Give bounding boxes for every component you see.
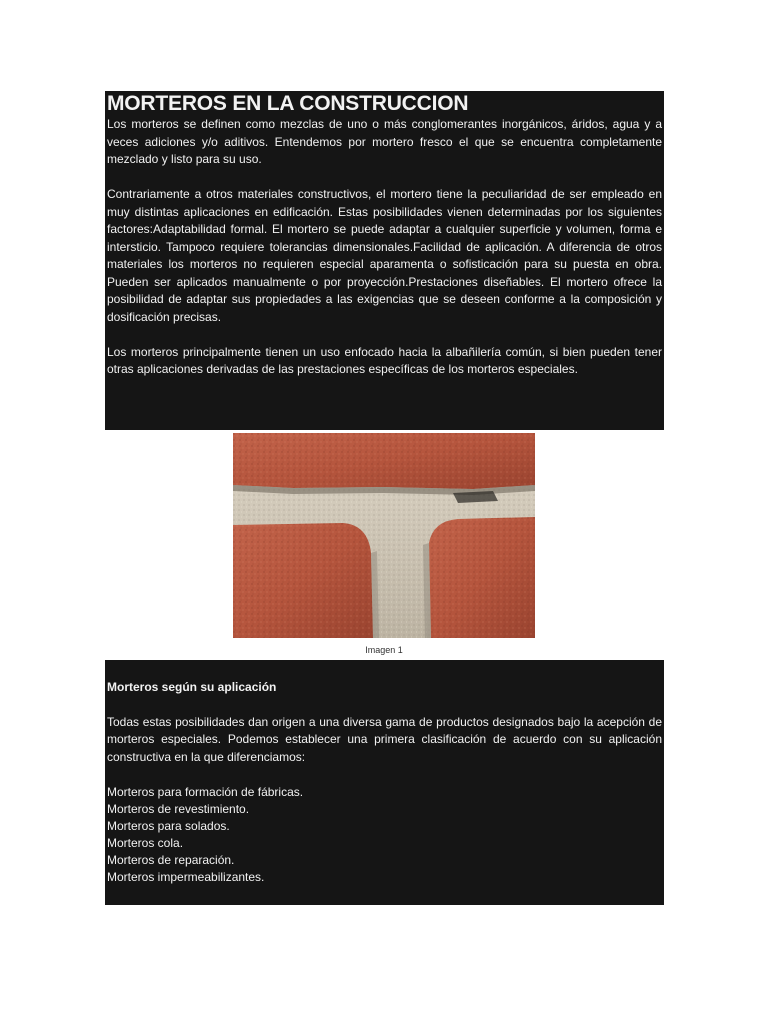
image-caption: Imagen 1 — [365, 645, 403, 655]
paragraph-applications: Contrariamente a otros materiales constructivos, el mortero tiene la peculiaridad de ser empleado en muy distintas aplicaciones en edificación. Estas posibilidades vienen determinadas por los siguientes factores:Adaptabilidad formal. El mortero se puede adaptar a cualquier superficie y volumen, forma e intersticio. Tampoco requiere tolerancias dimensionales.Facilidad de aplicación. A diferencia de otros materiales los morteros no requieren especial aparamenta o sofisticación para su puesta en obra. Pueden ser aplicados manualmente o por proyección.Prestaciones diseñables. El mortero ofrece la posibilidad de adaptar sus propiedades a las exigencias que se deseen conforme a la composición y dosificación precisas. — [107, 187, 662, 324]
list-item: Morteros de revestimiento. — [107, 801, 250, 816]
list-item: Morteros para solados. — [107, 818, 230, 833]
section-heading: Morteros según su aplicación — [107, 680, 277, 694]
paragraph-definition: Los morteros se definen como mezclas de uno o más conglomerantes inorgánicos, áridos, agua y a veces adiciones y/o aditivos. Entendemos por mortero fresco el que se encuentra completamente mezclado y listo para su uso. — [107, 117, 662, 166]
paragraph-uses: Los morteros principalmente tienen un uso enfocado hacia la albañilería común, si bien pueden tener otras aplicaciones derivadas de las prestaciones específicas de los morteros especiales. — [107, 344, 662, 376]
paragraph-classification: Todas estas posibilidades dan origen a una diversa gama de productos designados bajo la acepción de morteros especiales. Podemos establecer una primera clasificación de acuerdo con su aplicación constructiva en la que diferenciamos: — [107, 714, 662, 764]
page-title: MORTEROS EN LA CONSTRUCCION — [107, 92, 469, 115]
mortar-types-list — [107, 784, 662, 886]
list-item: Morteros para formación de fábricas. — [107, 784, 304, 799]
list-item: Morteros de reparación. — [107, 852, 235, 867]
applications-section — [105, 660, 664, 905]
brick-mortar-image — [233, 433, 535, 638]
intro-section — [105, 91, 664, 430]
list-item: Morteros cola. — [107, 835, 184, 850]
list-item: Morteros impermeabilizantes. — [107, 869, 265, 884]
